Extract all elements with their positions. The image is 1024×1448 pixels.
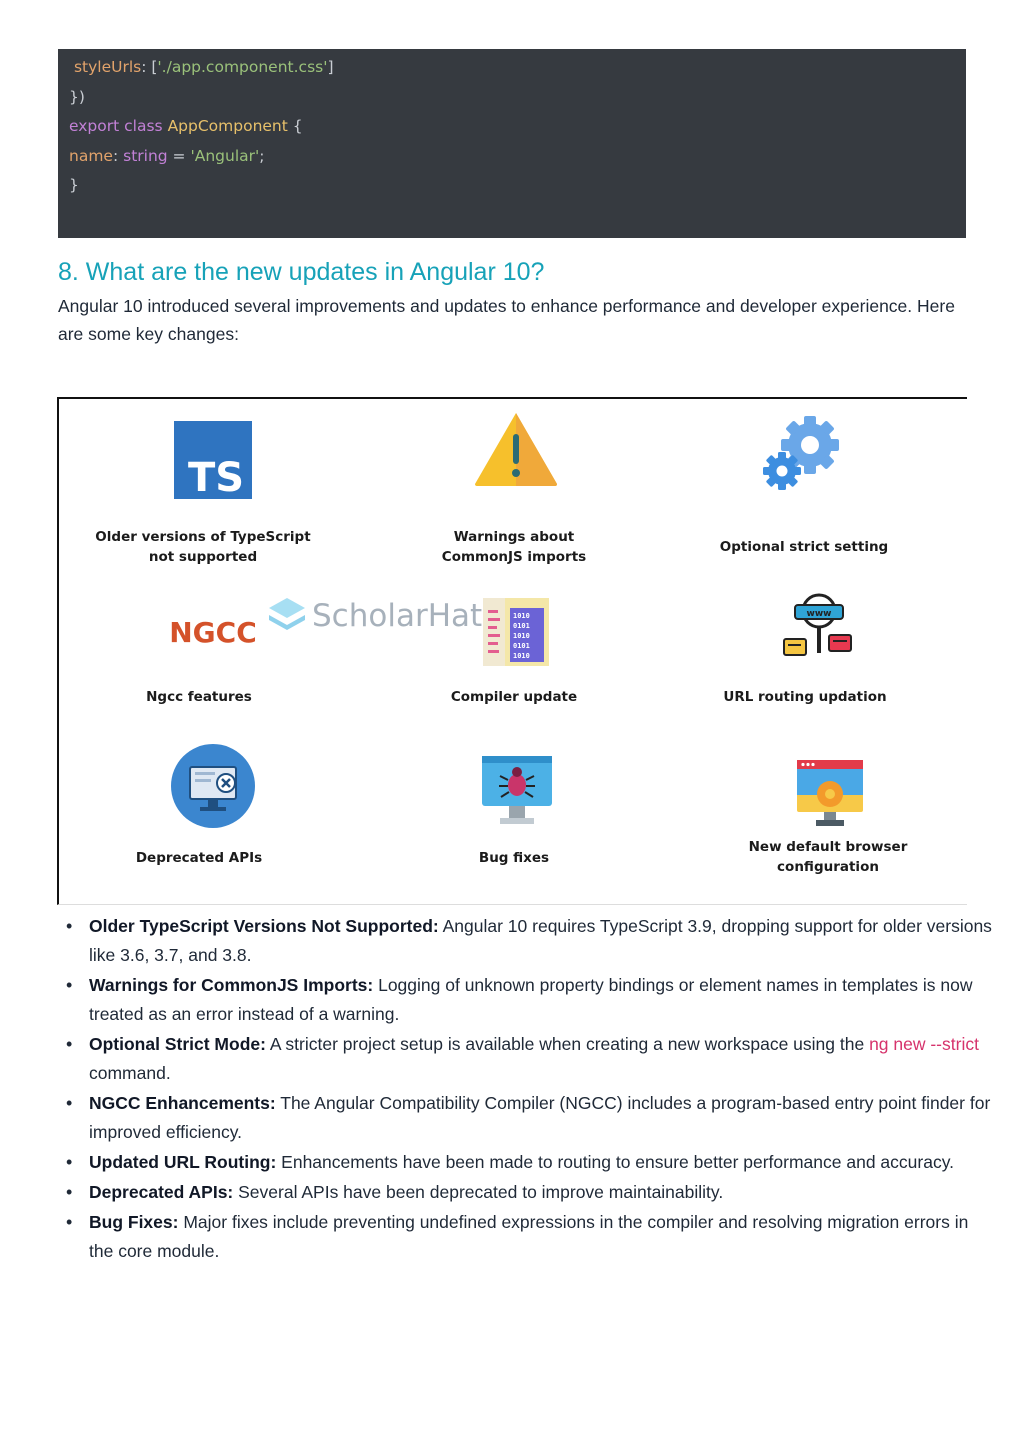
section-heading: 8. What are the new updates in Angular 10?: [58, 258, 545, 286]
item-text: A stricter project setup is available when creating a new workspace using the: [265, 1034, 870, 1054]
updates-infographic: [57, 397, 967, 905]
item-bug-fixes: [364, 848, 664, 868]
item-text: The Angular Compatibility Compiler (NGCC) includes a program-based entry point finder for improved efficiency.: [89, 1093, 991, 1142]
svg-text:0101: 0101: [513, 642, 530, 650]
item-caption: Older versions of TypeScript not supported: [95, 529, 311, 565]
code-line-3: [69, 112, 966, 142]
code-block: [58, 49, 966, 238]
ngcc-logo-icon: [163, 611, 263, 651]
code-token: styleUrls: [73, 58, 142, 76]
code-token: string: [123, 146, 168, 165]
item-caption: URL routing updation: [723, 689, 887, 705]
binary-document-icon: [483, 598, 549, 666]
item-label: Bug Fixes:: [89, 1212, 179, 1232]
list-item: [66, 1178, 996, 1207]
code-token: 'Angular': [190, 146, 260, 165]
code-token: =: [167, 146, 191, 165]
ng-new-strict-command: ng new --strict: [869, 1034, 979, 1054]
list-item: [66, 1089, 996, 1147]
list-item: [66, 971, 996, 1029]
code-line-4: [69, 142, 966, 172]
item-label: Updated URL Routing:: [89, 1152, 277, 1172]
item-strict: [654, 537, 954, 557]
item-caption: New default browser configuration: [748, 839, 908, 875]
item-caption: Compiler update: [450, 689, 578, 705]
watermark: [266, 594, 482, 638]
code-line-2: }): [69, 87, 85, 106]
item-caption: Bug fixes: [478, 850, 550, 866]
item-text: Enhancements have been made to routing to ensure better performance and accuracy.: [276, 1152, 955, 1172]
list-item: [66, 1030, 996, 1088]
item-label: Deprecated APIs:: [89, 1182, 234, 1202]
gears-icon: [760, 415, 844, 495]
monitor-bug-icon: [478, 752, 556, 830]
warning-triangle-icon: [473, 410, 559, 488]
item-ngcc: [49, 687, 349, 707]
code-token: :: [112, 146, 124, 165]
item-text: Several APIs have been deprecated to improve maintainability.: [233, 1182, 724, 1202]
item-text-after: command.: [89, 1063, 171, 1083]
code-token: : [: [141, 58, 158, 76]
code-token: name: [69, 146, 113, 165]
list-item: [66, 912, 996, 970]
item-text: Angular 10 requires TypeScript 3.9, dropping support for older versions like 3.6, 3.7, and 3.8.: [89, 916, 992, 965]
item-deprecated: [49, 848, 349, 868]
item-label: NGCC Enhancements:: [89, 1093, 276, 1113]
item-compiler: [364, 687, 664, 707]
code-line-1: [69, 53, 966, 83]
item-url-routing: [655, 687, 955, 707]
ts-badge-text: TS: [187, 455, 245, 499]
www-search-icon: [781, 593, 855, 663]
item-caption: Optional strict setting: [719, 539, 889, 555]
scholarhat-logo-icon: [266, 595, 308, 637]
code-token: AppComponent: [167, 117, 288, 135]
item-caption: Deprecated APIs: [135, 850, 263, 866]
monitor-x-icon: [170, 743, 256, 829]
item-text: Logging of unknown property bindings or element names in templates is now treated as an error instead of a warning.: [89, 975, 973, 1024]
www-badge-text: www: [806, 609, 832, 619]
ngcc-badge-text: NGCC: [169, 616, 257, 649]
svg-text:1010: 1010: [513, 612, 530, 620]
list-item: [66, 1148, 996, 1177]
item-commonjs: [364, 527, 664, 567]
svg-text:0101: 0101: [513, 622, 530, 630]
code-token: export class: [69, 117, 163, 135]
svg-text:1010: 1010: [513, 652, 530, 660]
item-caption: Ngcc features: [146, 689, 252, 705]
item-label: Warnings for CommonJS Imports:: [89, 975, 374, 995]
code-token: {: [287, 117, 303, 135]
item-browser-config: [678, 837, 978, 877]
watermark-text: ScholarHat: [312, 598, 483, 634]
svg-text:1010: 1010: [513, 632, 530, 640]
updates-list: [66, 912, 996, 1267]
code-line-5: }: [69, 176, 79, 194]
code-token: ;: [259, 146, 265, 165]
item-label: Optional Strict Mode:: [89, 1034, 266, 1054]
item-caption: Warnings about CommonJS imports: [441, 529, 587, 565]
intro-paragraph: Angular 10 introduced several improvements and updates to enhance performance and developer experience. Here are some key changes:: [58, 296, 955, 344]
code-token: './app.component.css': [157, 58, 328, 76]
code-token: ]: [327, 58, 334, 76]
item-typescript: [53, 527, 353, 567]
list-item: [66, 1208, 996, 1266]
item-text: Major fixes include preventing undefined expressions in the compiler and resolving migration errors in the core module.: [89, 1212, 969, 1261]
typescript-logo-icon: [174, 421, 252, 499]
item-label: Older TypeScript Versions Not Supported:: [89, 916, 439, 936]
browser-settings-icon: [796, 758, 864, 830]
